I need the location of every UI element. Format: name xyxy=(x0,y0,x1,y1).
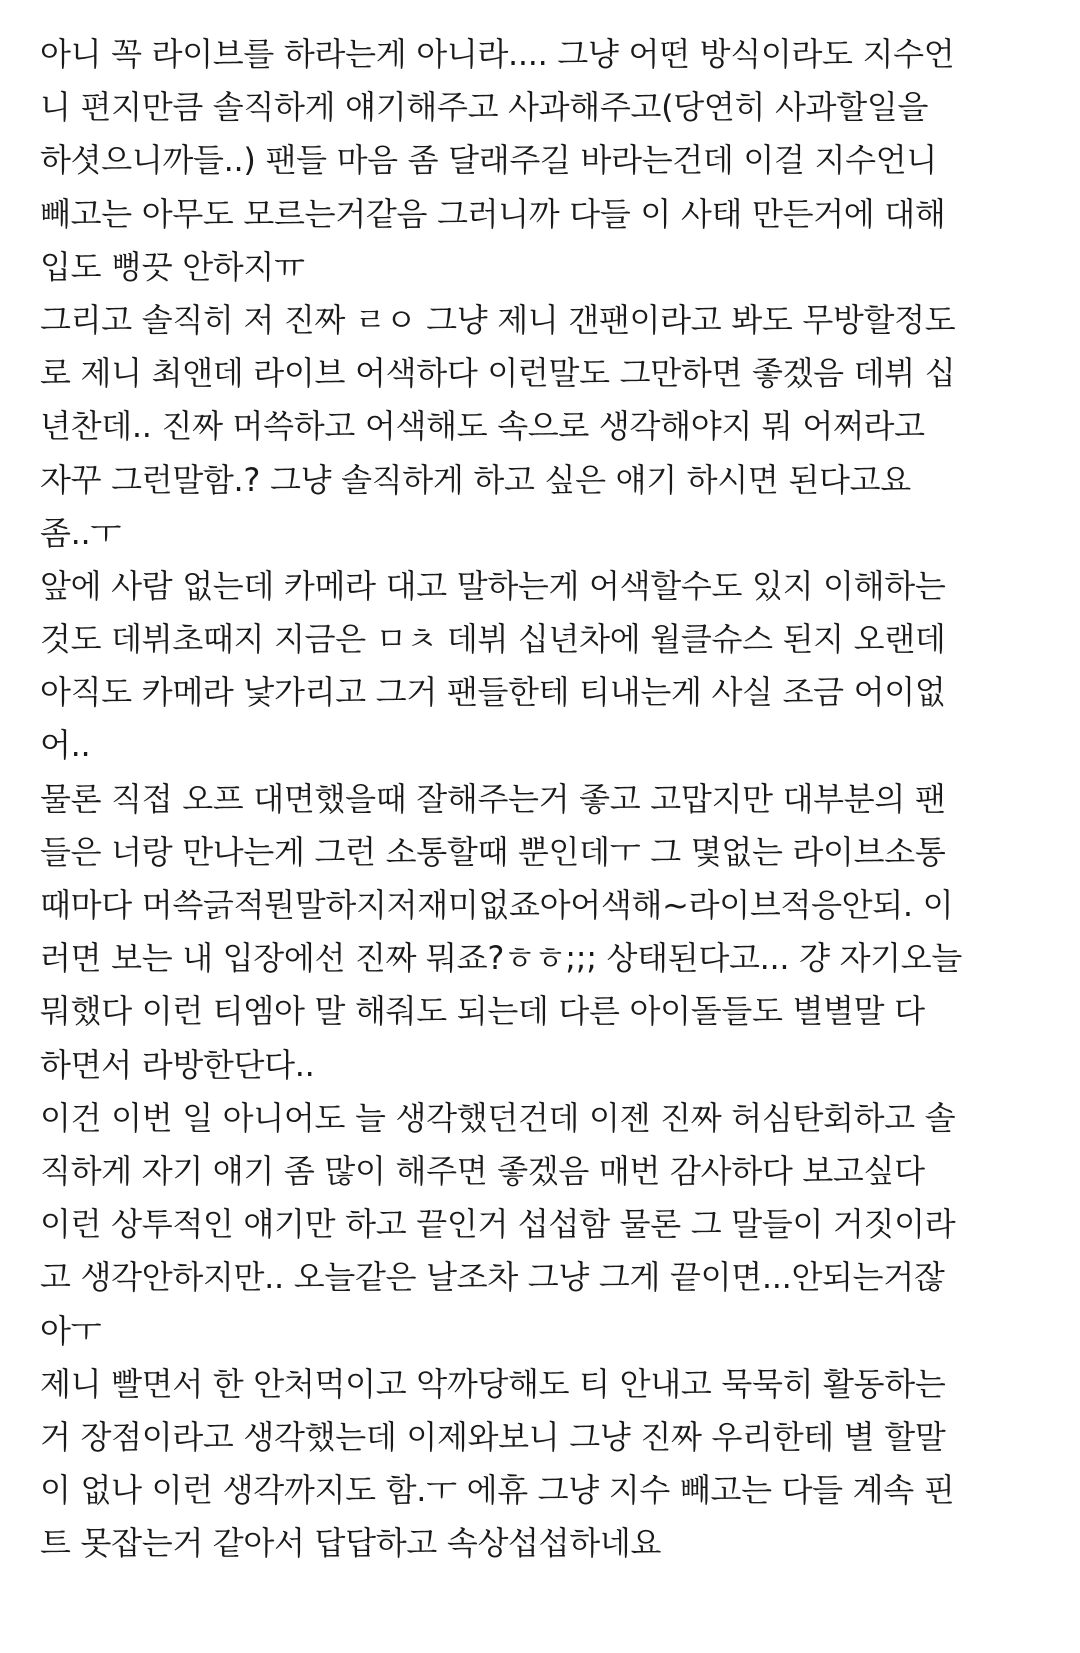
post-line: 이 없나 이런 생각까지도 함.ㅜ 에휴 그냥 지수 빼고는 다들 계속 핀 xyxy=(40,1471,955,1510)
post-line: 물론 직접 오프 대면했을때 잘해주는거 좋고 고맙지만 대부분의 팬 xyxy=(40,779,946,818)
post-line: 들은 너랑 만나는게 그런 소통할때 뿐인데ㅜ 그 몇없는 라이브소통 xyxy=(40,832,946,871)
post-line: 이런 상투적인 얘기만 하고 끝인거 섭섭함 물론 그 말들이 거짓이라 xyxy=(40,1205,956,1244)
post-line: 년찬데.. 진짜 머쓱하고 어색해도 속으로 생각해야지 뭐 어쩌라고 xyxy=(40,407,925,446)
post-line: 그리고 솔직히 저 진짜 ㄹㅇ 그냥 제니 갠팬이라고 봐도 무방할정도 xyxy=(40,300,956,339)
post-line: 러면 보는 내 입장에선 진짜 뭐죠?ㅎㅎ;;; 상태된다고... 걍 자기오늘 xyxy=(40,939,963,978)
post-line: 뭐했다 이런 티엠아 말 해줘도 되는데 다른 아이돌들도 별별말 다 xyxy=(40,992,925,1031)
post-line: 아직도 카메라 낯가리고 그거 팬들한테 티내는게 사실 조금 어이없 xyxy=(40,673,946,712)
post-line: 앞에 사람 없는데 카메라 대고 말하는게 어색할수도 있지 이해하는 xyxy=(40,566,946,605)
post-line: 고 생각안하지만.. 오늘같은 날조차 그냥 그게 끝이면...안되는거잖 xyxy=(40,1258,945,1297)
post-line: 하면서 라방한단다.. xyxy=(40,1045,315,1084)
post-line: 자꾸 그런말함.? 그냥 솔직하게 하고 싶은 얘기 하시면 된다고요 xyxy=(40,460,911,499)
post-line: 하셧으니까들..) 팬들 마음 좀 달래주길 바라는건데 이걸 지수언니 xyxy=(40,141,937,180)
post-line: 좀..ㅜ xyxy=(40,513,121,552)
post-line: 이건 이번 일 아니어도 늘 생각했던건데 이젠 진짜 허심탄회하고 솔 xyxy=(40,1098,956,1137)
post-line: 때마다 머쓱긁적뭔말하지저재미없죠아어색해~라이브적응안되. 이 xyxy=(40,886,954,924)
post-line: 아니 꼭 라이브를 하라는게 아니라.... 그냥 어떤 방식이라도 지수언 xyxy=(40,35,955,73)
post-line: 직하게 자기 얘기 좀 많이 해주면 좋겠음 매번 감사하다 보고싶다 xyxy=(40,1151,925,1190)
post-line: 어.. xyxy=(40,726,91,765)
post-line: 거 장점이라고 생각했는데 이제와보니 그냥 진짜 우리한테 별 할말 xyxy=(40,1417,946,1456)
post-line: 제니 빨면서 한 안처먹이고 악까당해도 티 안내고 묵묵히 활동하는 xyxy=(40,1364,946,1403)
post-line: 로 제니 최앤데 라이브 어색하다 이런말도 그만하면 좋겠음 데뷔 십 xyxy=(40,354,956,393)
post-line: 니 편지만큼 솔직하게 얘기해주고 사과해주고(당연히 사과할일을 xyxy=(40,88,929,127)
post-line: 것도 데뷔초때지 지금은 ㅁㅊ 데뷔 십년차에 월클슈스 된지 오랜데 xyxy=(40,620,946,659)
post-line: 트 못잡는거 같아서 답답하고 속상섭섭하네요 xyxy=(40,1524,662,1563)
post-line: 아ㅜ xyxy=(40,1311,102,1350)
post-body xyxy=(40,28,1050,1570)
post-line: 빼고는 아무도 모르는거같음 그러니까 다들 이 사태 만든거에 대해 xyxy=(40,194,946,233)
post-line: 입도 뻥끗 안하지ㅠ xyxy=(40,247,305,286)
